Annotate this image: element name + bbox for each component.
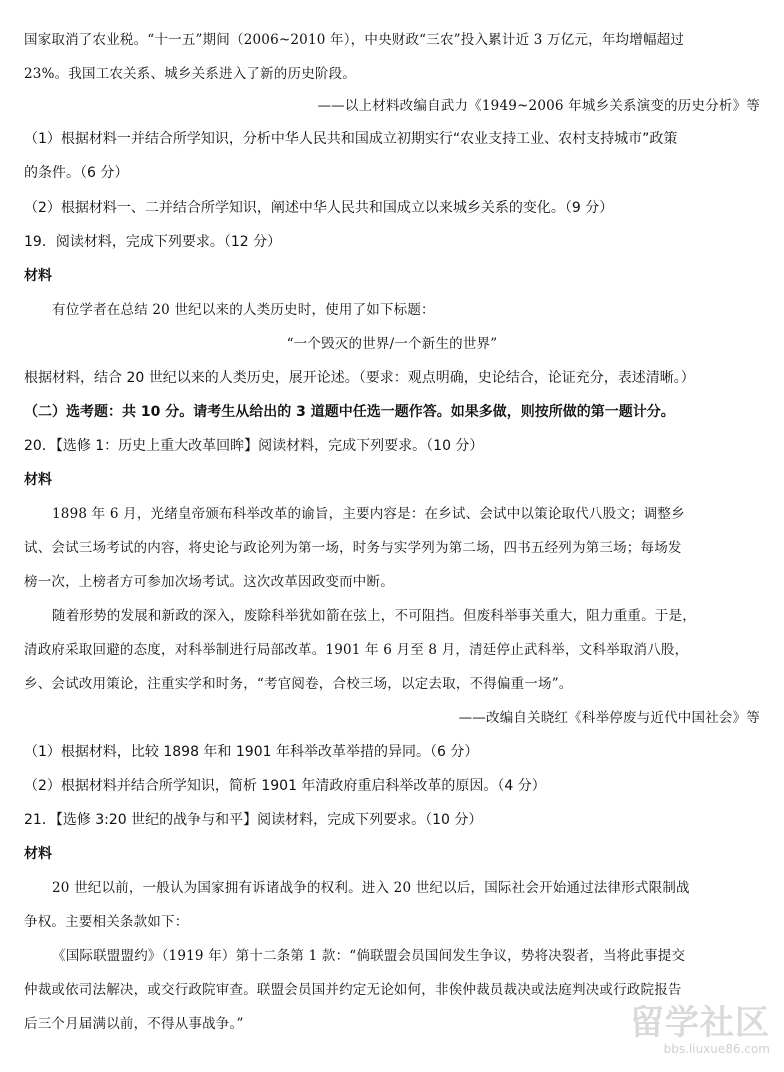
question-text: 根据材料，结合 20 世纪以来的人类历史，展开论述。（要求：观点明确，史论结合，论证充分，表述清晰。） [24,370,695,386]
material-heading: 材料 [24,268,52,284]
question-heading: 20．【选修 1：历史上重大改革回眸】阅读材料，完成下列要求。（10 分） [24,438,484,454]
material-text-line: 后三个月届满以前，不得从事战争。” [24,1016,244,1032]
material-text-line: 仲裁或依司法解决，或交行政院审查。联盟会员国并约定无论如何，非俟仲裁员裁决或法庭判决或行政院报告 [24,982,682,998]
material-quote: “一个毁灭的世界/一个新生的世界” [286,336,498,352]
material-text-line: 清政府采取回避的态度，对科举制进行局部改革。1901 年 6 月至 8 月，清廷停止武科举，文科举取消八股， [24,642,689,658]
material-text-line: 随着形势的发展和新政的深入，废除科举犹如箭在弦上，不可阻挡。但废科举事关重大，阻力重重。于是， [52,608,696,624]
material-heading: 材料 [24,846,52,862]
material-text-line: 榜一次，上榜者方可参加次场考试。这次改革因政变而中断。 [24,574,394,590]
section-heading: （二）选考题：共 10 分。请考生从给出的 3 道题中任选一题作答。如果多做，则按所做的第一题计分。 [24,404,675,420]
source-citation: ——改编自关晓红《科举停废与近代中国社会》等 [458,710,760,726]
source-citation: ——以上材料改编自武力《1949~2006 年城乡关系演变的历史分析》等 [317,98,760,114]
site-watermark [600,1004,770,1066]
material-text-line: 争权。主要相关条款如下： [24,914,189,930]
material-text-line: 23%。我国工农关系、城乡关系进入了新的历史阶段。 [24,66,357,82]
material-text-line: 20 世纪以前，一般认为国家拥有诉诸战争的权利。进入 20 世纪以后，国际社会开始通过法律形式限制战 [52,880,690,896]
watermark-url: bbs.liuxue86.com [663,1042,770,1056]
material-heading: 材料 [24,472,52,488]
material-text-line: 有位学者在总结 20 世纪以来的人类历史时，使用了如下标题： [52,302,435,318]
question-heading: 21．【选修 3:20 世纪的战争与和平】阅读材料，完成下列要求。（10 分） [24,812,483,828]
question-text: 的条件。（6 分） [24,165,129,181]
watermark-brand: 留学社区 [630,1003,770,1043]
material-text-line: 《国际联盟盟约》（1919 年）第十二条第 1 款：“倘联盟会员国间发生争议，势将决裂者，当将此事提交 [52,948,686,964]
question-text: （2）根据材料并结合所学知识，简析 1901 年清政府重启科举改革的原因。（4 分） [24,778,546,794]
question-text: （1）根据材料一并结合所学知识，分析中华人民共和国成立初期实行“农业支持工业、农村支持城市”政策 [24,131,678,147]
material-text-line: 乡、会试改用策论，注重实学和时务，“考官阅卷，合校三场，以定去取，不得偏重一场”。 [24,676,573,692]
question-text: （2）根据材料一、二并结合所学知识，阐述中华人民共和国成立以来城乡关系的变化。（9 分） [24,200,614,216]
material-text-line: 国家取消了农业税。“十一五”期间（2006~2010 年），中央财政“三农”投入累计近 3 万亿元，年均增幅超过 [24,32,685,48]
material-text-line: 1898 年 6 月，光绪皇帝颁布科举改革的谕旨，主要内容是：在乡试、会试中以策论取代八股文；调整乡 [52,506,685,522]
material-text-line: 试、会试三场考试的内容，将史论与政论列为第一场，时务与实学列为第二场，四书五经列为第三场；每场发 [24,540,682,556]
question-text: （1）根据材料，比较 1898 年和 1901 年科举改革举措的异同。（6 分） [24,744,479,760]
question-heading: 19．阅读材料，完成下列要求。（12 分） [24,234,282,250]
